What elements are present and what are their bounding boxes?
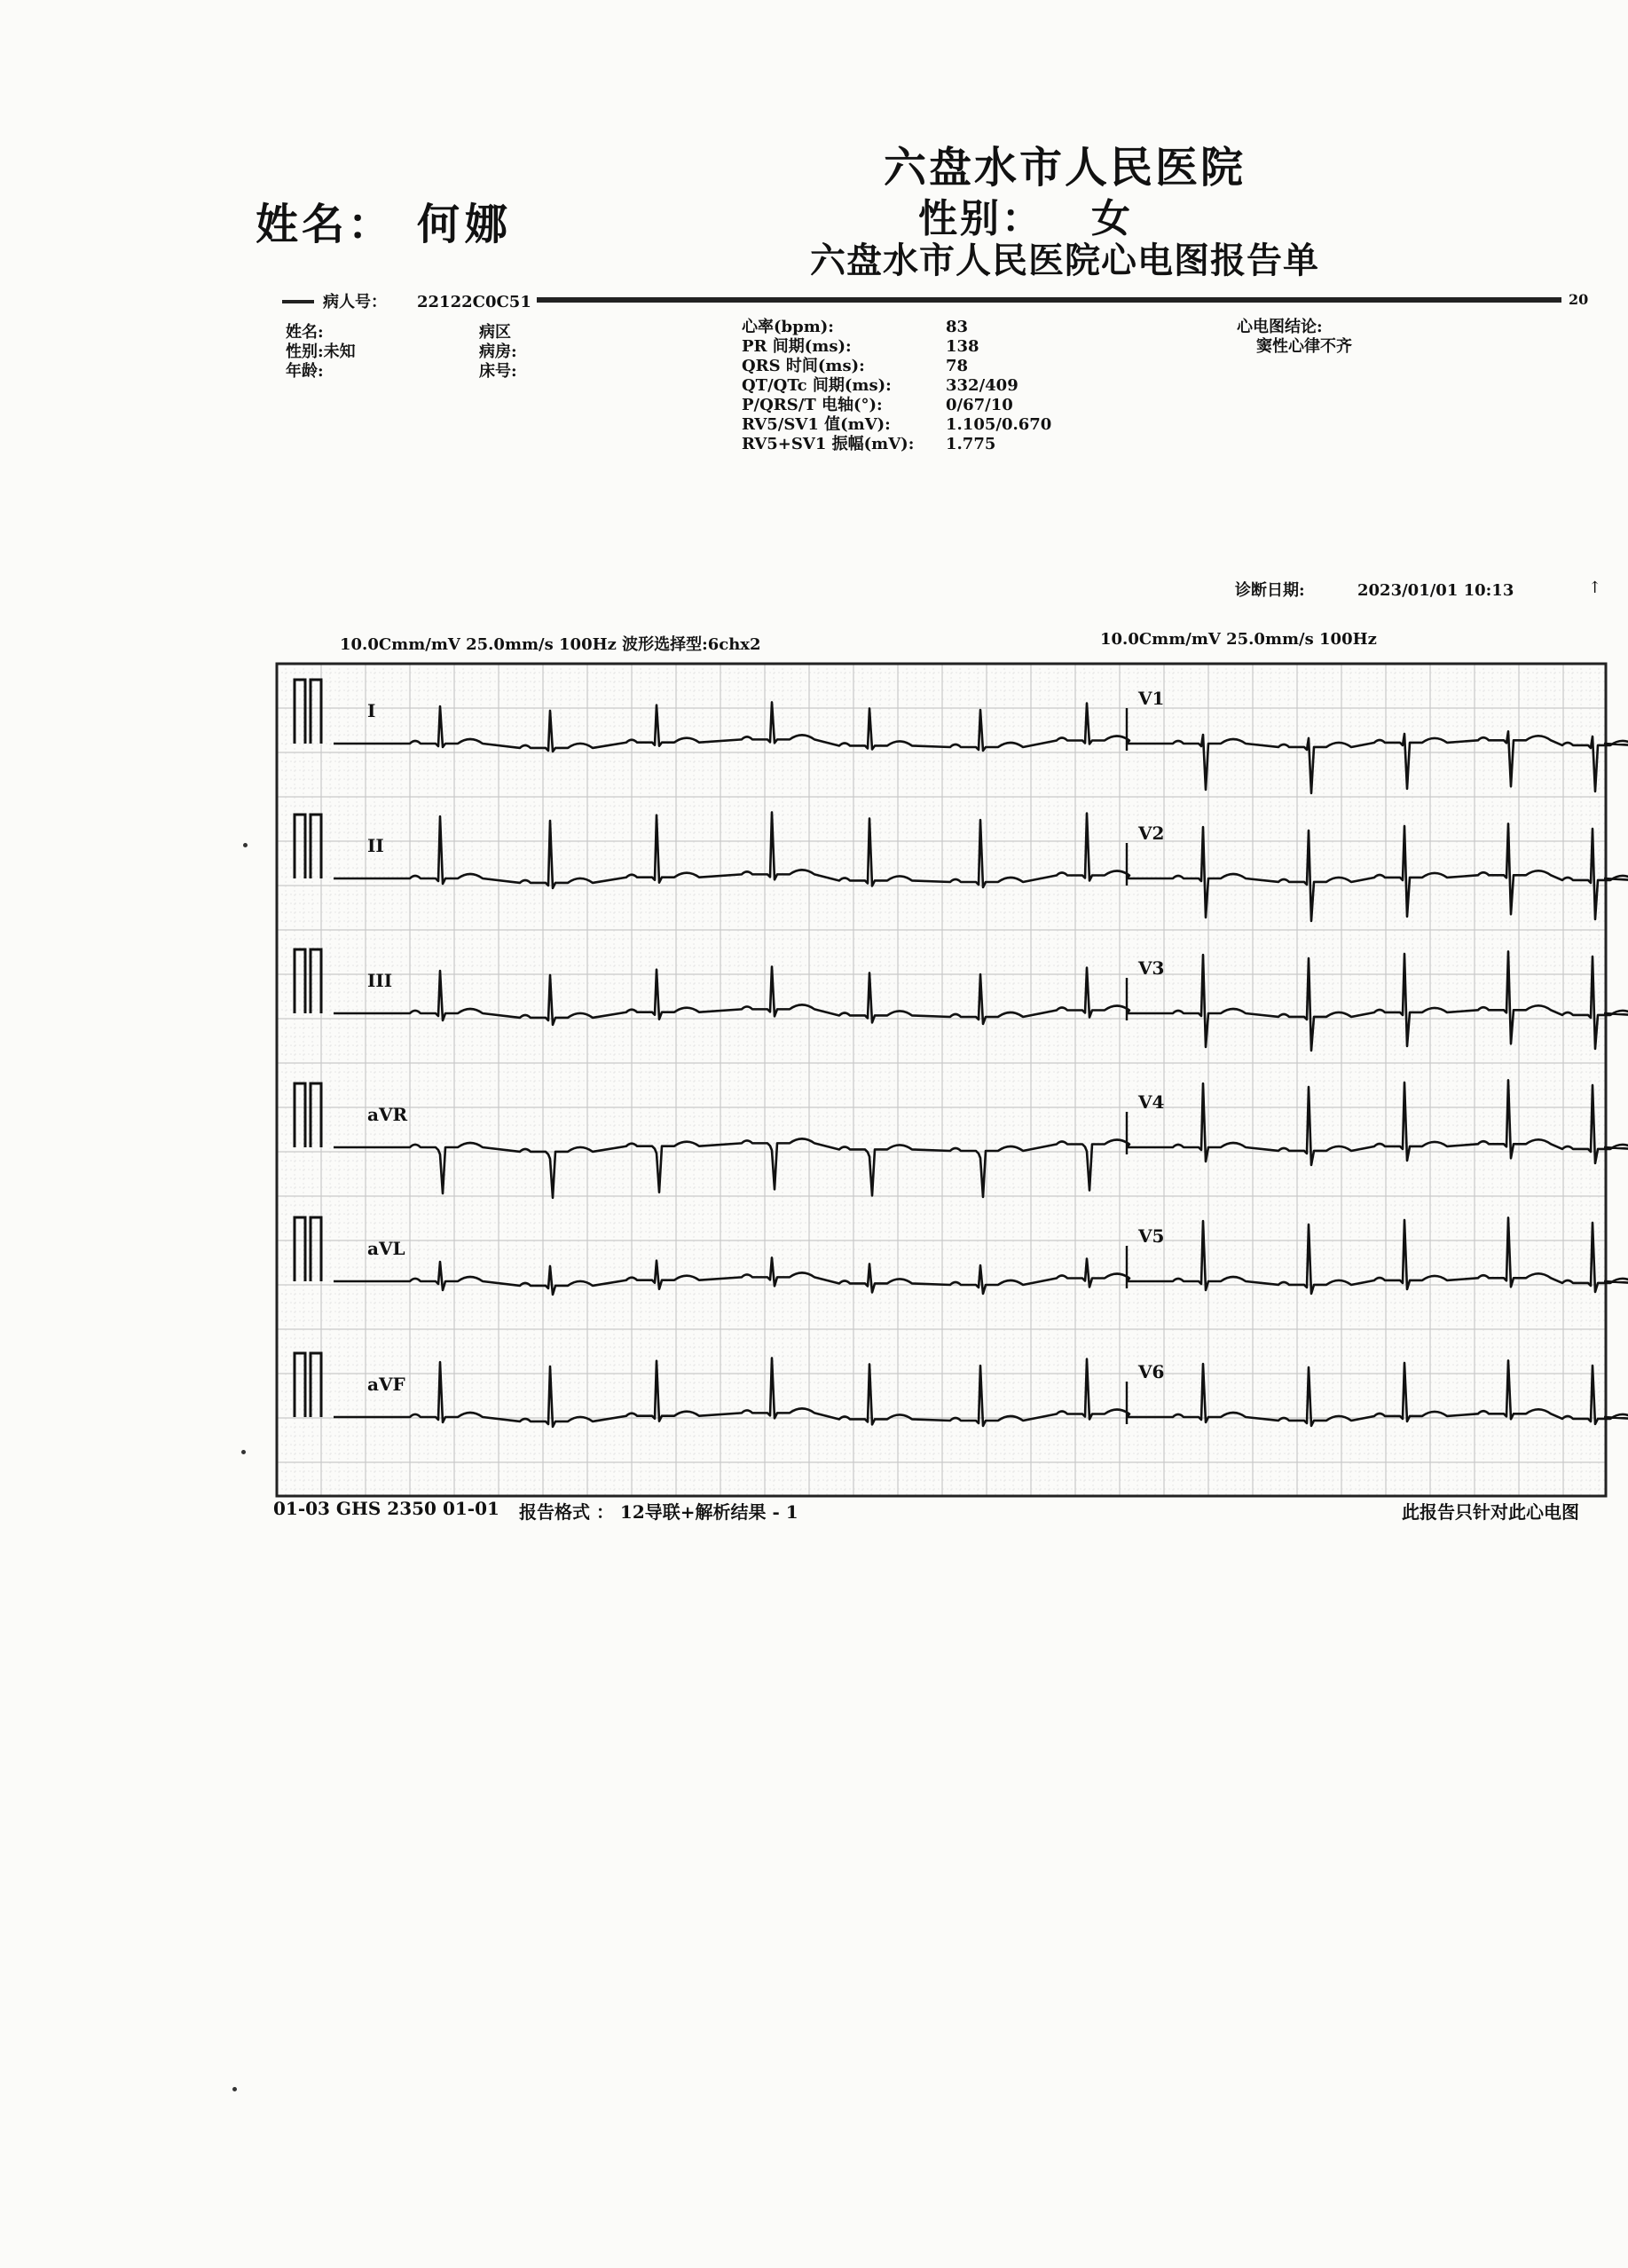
lead-label: I [367, 700, 376, 721]
measure-value: 83 [946, 318, 969, 336]
lead-label: aVL [367, 1238, 405, 1259]
measure-label: P/QRS/T 电轴(°): [742, 396, 883, 414]
footer-disclaimer: 此报告只针对此心电图 [1402, 1501, 1579, 1523]
diagnosis-tick-mark: ↑ [1588, 579, 1602, 597]
patient-name-value: 何娜 [417, 200, 514, 249]
ecg-trace-i [334, 702, 1129, 752]
ecg-trace-v2 [1127, 823, 1628, 921]
ecg-settings-right: 10.0Cmm/mV 25.0mm/s 100Hz [1100, 630, 1377, 649]
ecg-trace-avf [334, 1358, 1129, 1427]
scan-dot [241, 1450, 246, 1454]
measure-value: 1.105/0.670 [946, 415, 1052, 434]
measure-label: 心率(bpm): [742, 318, 834, 336]
calibration-pulse [311, 1353, 321, 1417]
measure-value: 332/409 [946, 376, 1018, 395]
calibration-pulse [311, 680, 321, 744]
info-age-label: 年龄: [286, 362, 324, 381]
lead-label: V2 [1138, 823, 1165, 844]
calibration-pulse [295, 1083, 305, 1147]
measure-value: 78 [946, 357, 969, 375]
ecg-trace-avr [334, 1138, 1129, 1198]
patient-id-label: 病人号： [323, 293, 387, 311]
info-ward-label: 病区 [479, 323, 511, 342]
measure-label: PR 间期(ms): [742, 337, 852, 356]
lead-label: III [367, 970, 393, 991]
scan-dot [243, 843, 248, 847]
ecg-trace-v6 [1127, 1360, 1628, 1426]
report-title: 六盘水市人民医院心电图报告单 [810, 240, 1319, 281]
measure-label: QT/QTc 间期(ms): [742, 376, 892, 395]
conclusion-text: 窦性心律不齐 [1256, 337, 1352, 356]
measure-value: 0/67/10 [946, 396, 1013, 414]
lead-label: V3 [1138, 957, 1165, 979]
measure-label: RV5+SV1 振幅(mV): [742, 435, 915, 453]
measure-value: 138 [946, 337, 979, 356]
ecg-settings-left: 10.0Cmm/mV 25.0mm/s 100Hz 波形选择型:6chx2 [340, 635, 761, 654]
lead-label: V5 [1138, 1225, 1165, 1247]
patient-name-label: 姓名： [256, 200, 395, 249]
calibration-pulse [295, 1353, 305, 1417]
calibration-pulse [295, 680, 305, 744]
info-name-label: 姓名: [286, 323, 324, 342]
ecg-calibration-pulses [295, 680, 321, 1417]
scan-dot [232, 2087, 237, 2091]
footer-device-info: 01-03 GHS 2350 01-01 [273, 1498, 499, 1519]
diagnosis-date-value: 2023/01/01 10:13 [1357, 581, 1514, 600]
ecg-trace-v1 [1127, 731, 1628, 793]
measure-label: QRS 时间(ms): [742, 357, 865, 375]
info-sex-label: 性别:未知 [286, 343, 356, 361]
conclusion-label: 心电图结论: [1237, 318, 1323, 336]
calibration-pulse [311, 949, 321, 1013]
ecg-trace-v4 [1127, 1080, 1628, 1165]
lead-label: aVF [367, 1374, 405, 1395]
header-rule-end: 20 [1569, 291, 1589, 308]
calibration-pulse [311, 1083, 321, 1147]
hospital-name: 六盘水市人民医院 [883, 143, 1246, 193]
diagnosis-date-label: 诊断日期: [1235, 581, 1305, 600]
info-room-label: 病房: [479, 343, 517, 361]
patient-sex-label: 性别： [918, 196, 1043, 241]
measure-label: RV5/SV1 值(mV): [742, 415, 891, 434]
calibration-pulse [295, 949, 305, 1013]
info-bed-label: 床号: [479, 362, 517, 381]
ecg-trace-iii [334, 966, 1129, 1025]
measure-value: 1.775 [946, 435, 996, 453]
ecg-traces [334, 702, 1628, 1427]
footer-report-format: 报告格式 ： 12导联+解析结果 - 1 [519, 1501, 798, 1523]
lead-label: II [367, 835, 384, 856]
ecg-trace-v5 [1127, 1217, 1628, 1294]
lead-label: V6 [1138, 1361, 1165, 1382]
lead-label: V4 [1138, 1091, 1165, 1113]
patient-sex-value: 女 [1091, 196, 1130, 241]
lead-label: V1 [1138, 688, 1165, 709]
patient-id-value: 22122C0C51 [417, 293, 531, 311]
lead-label: aVR [367, 1104, 408, 1125]
ecg-lead-labels [367, 688, 1165, 1395]
calibration-pulse [295, 815, 305, 878]
